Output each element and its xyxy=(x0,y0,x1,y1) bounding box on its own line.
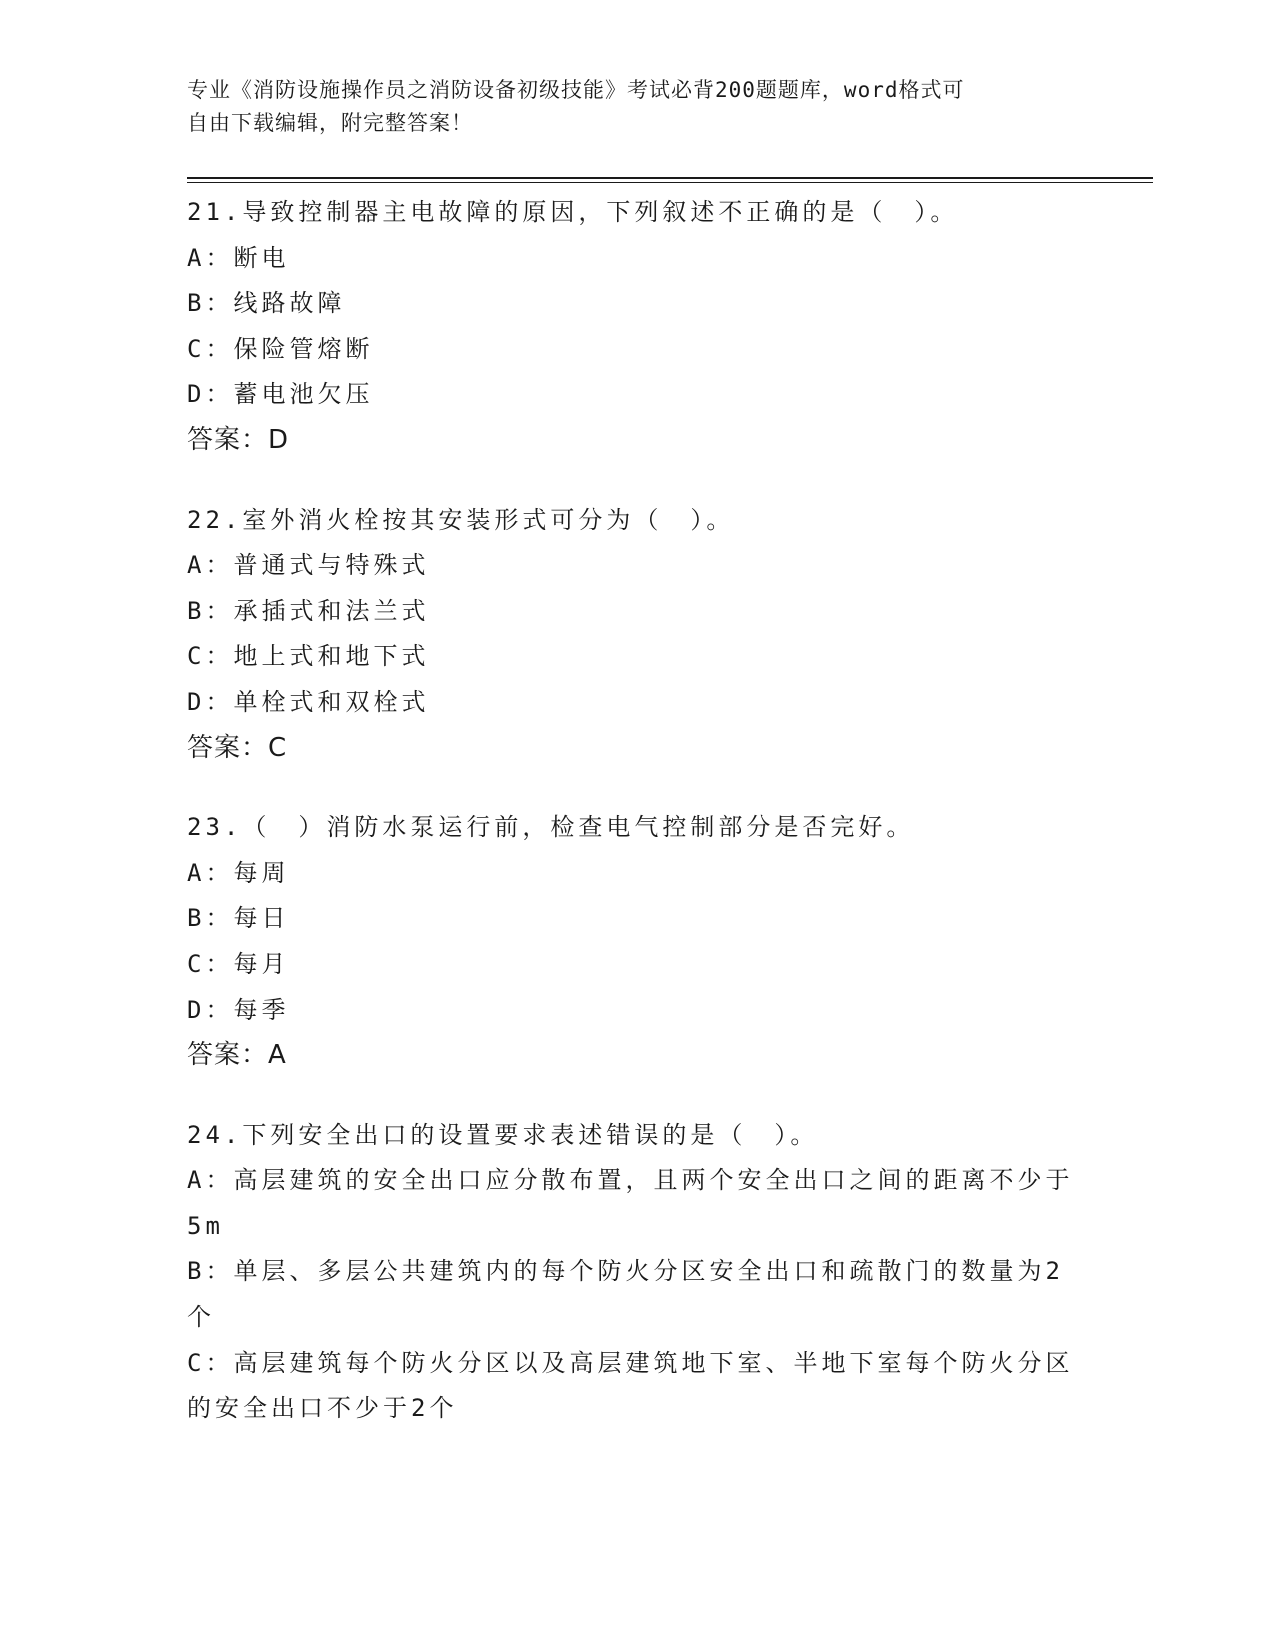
option-b: B：承插式和法兰式 xyxy=(187,596,430,625)
option-d: D：每季 xyxy=(187,995,290,1024)
option-a: A：普通式与特殊式 xyxy=(187,551,430,580)
option-a: A：高层建筑的安全出口应分散布置，且两个安全出口之间的距离不少于5m xyxy=(187,1166,1074,1240)
question-stem: 21.导致控制器主电故障的原因，下列叙述不正确的是（ ）。 xyxy=(187,198,959,226)
answer-text: 答案：D xyxy=(187,424,290,455)
question-stem: 24.下列安全出口的设置要求表述错误的是（ ）。 xyxy=(187,1120,819,1149)
question-stem: 23.（ ）消防水泵运行前，检查电气控制部分是否完好。 xyxy=(187,813,915,842)
answer-text: 答案：A xyxy=(187,1040,287,1071)
question-23 xyxy=(187,805,1087,1079)
header-line-1: 专业《消防设施操作员之消防设备初级技能》考试必背200题题库，word格式可 xyxy=(187,78,965,102)
option-c: C：地上式和地下式 xyxy=(187,642,430,671)
header-rule-thick xyxy=(187,177,1153,179)
option-a: A：断电 xyxy=(187,243,290,272)
option-b: B：每日 xyxy=(187,904,290,933)
document-header xyxy=(187,74,1087,140)
question-21 xyxy=(187,190,1087,464)
question-list xyxy=(187,190,1087,1466)
header-rule-thin xyxy=(187,182,1153,183)
option-b: B：单层、多层公共建筑内的每个防火分区安全出口和疏散门的数量为2个 xyxy=(187,1257,1064,1332)
option-c: C：高层建筑每个防火分区以及高层建筑地下室、半地下室每个防火分区的安全出口不少于2个 xyxy=(187,1348,1074,1423)
option-d: D：蓄电池欠压 xyxy=(187,380,374,409)
option-d: D：单栓式和双栓式 xyxy=(187,687,430,716)
option-a: A：每周 xyxy=(187,858,290,887)
option-b: B：线路故障 xyxy=(187,289,346,318)
question-24 xyxy=(187,1113,1087,1432)
question-22 xyxy=(187,498,1087,772)
header-line-2: 自由下载编辑，附完整答案！ xyxy=(187,111,473,135)
question-stem: 22.室外消火栓按其安装形式可分为（ ）。 xyxy=(187,505,735,534)
option-c: C：保险管熔断 xyxy=(187,334,374,363)
answer-text: 答案：C xyxy=(187,732,288,763)
option-c: C：每月 xyxy=(187,949,290,978)
